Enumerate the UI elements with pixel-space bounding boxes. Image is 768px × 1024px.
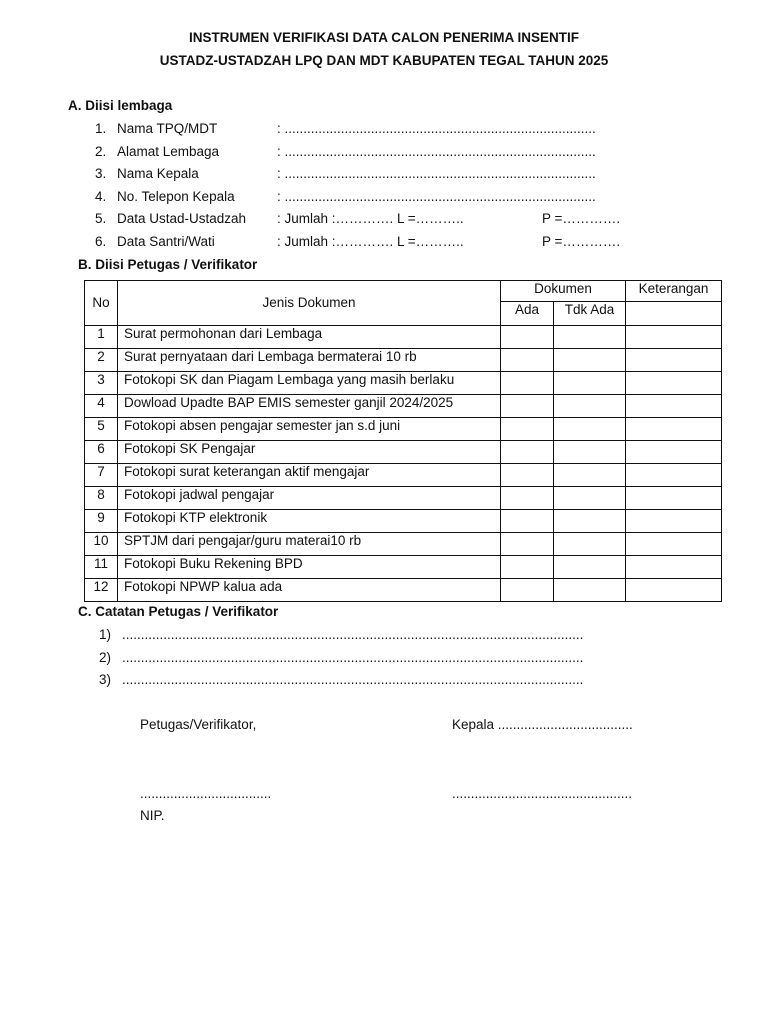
section-a-item-p-value: P =…………. — [542, 211, 621, 226]
row-number: 8 — [85, 487, 118, 510]
row-keterangan-cell — [626, 533, 722, 556]
header-keterangan-blank — [626, 302, 722, 326]
row-ada-cell — [501, 556, 554, 579]
row-jenis-dokumen: SPTJM dari pengajar/guru materai10 rb — [118, 533, 501, 556]
row-jenis-dokumen: Fotokopi absen pengajar semester jan s.d juni — [118, 418, 501, 441]
section-a-item-value: : ................................................................................... — [277, 189, 596, 204]
table-row — [85, 464, 722, 487]
section-a-item-number: 6. — [95, 234, 107, 249]
section-a-item-value: : Jumlah :…………. L =……….. — [277, 234, 464, 249]
row-number: 10 — [85, 533, 118, 556]
section-a-item-number: 1. — [95, 121, 107, 136]
document-title-line1: INSTRUMEN VERIFIKASI DATA CALON PENERIMA INSENTIF — [188, 30, 579, 45]
row-number: 4 — [85, 395, 118, 418]
table-row — [85, 349, 722, 372]
kepala-signature-line: ................................................ — [452, 786, 633, 801]
row-tdk-ada-cell — [554, 464, 626, 487]
row-keterangan-cell — [626, 510, 722, 533]
table-row — [85, 487, 722, 510]
row-jenis-dokumen: Fotokopi surat keterangan aktif mengajar — [118, 464, 501, 487]
section-a-item-value: : ................................................................................... — [277, 166, 596, 181]
section-a-item-label: Alamat Lembaga — [117, 144, 220, 159]
table-row — [85, 326, 722, 349]
row-ada-cell — [501, 395, 554, 418]
row-number: 5 — [85, 418, 118, 441]
row-keterangan-cell — [626, 372, 722, 395]
row-ada-cell — [501, 418, 554, 441]
row-ada-cell — [501, 579, 554, 602]
row-ada-cell — [501, 510, 554, 533]
petugas-signature-line: ................................... — [140, 786, 272, 801]
row-ada-cell — [501, 487, 554, 510]
row-ada-cell — [501, 441, 554, 464]
row-tdk-ada-cell — [554, 533, 626, 556]
row-jenis-dokumen: Fotokopi SK dan Piagam Lembaga yang masih berlaku — [118, 372, 501, 395]
row-number: 11 — [85, 556, 118, 579]
section-c-heading: C. Catatan Petugas / Verifikator — [78, 604, 279, 619]
section-a-item-label: Nama TPQ/MDT — [117, 121, 218, 136]
row-number: 12 — [85, 579, 118, 602]
row-jenis-dokumen: Surat permohonan dari Lembaga — [118, 326, 501, 349]
row-keterangan-cell — [626, 441, 722, 464]
row-tdk-ada-cell — [554, 487, 626, 510]
document-checklist-table — [84, 280, 722, 602]
table-row — [85, 510, 722, 533]
row-jenis-dokumen: Surat pernyataan dari Lembaga bermaterai 10 rb — [118, 349, 501, 372]
row-keterangan-cell — [626, 418, 722, 441]
row-tdk-ada-cell — [554, 441, 626, 464]
document-title-line2: USTADZ-USTADZAH LPQ DAN MDT KABUPATEN TEGAL TAHUN 2025 — [159, 53, 609, 68]
section-a-item-number: 3. — [95, 166, 107, 181]
table-row — [85, 441, 722, 464]
section-b-heading: B. Diisi Petugas / Verifikator — [78, 257, 258, 272]
row-keterangan-cell — [626, 395, 722, 418]
row-ada-cell — [501, 372, 554, 395]
row-tdk-ada-cell — [554, 556, 626, 579]
row-jenis-dokumen: Fotokopi KTP elektronik — [118, 510, 501, 533]
section-a-item-number: 4. — [95, 189, 107, 204]
row-ada-cell — [501, 326, 554, 349]
header-no: No — [85, 281, 118, 326]
section-a-item-number: 5. — [95, 211, 107, 226]
note-line: ........................................................................................................................... — [122, 627, 584, 642]
row-number: 2 — [85, 349, 118, 372]
table-row — [85, 556, 722, 579]
row-number: 9 — [85, 510, 118, 533]
header-dokumen: Dokumen — [501, 281, 626, 302]
header-ada: Ada — [501, 302, 554, 326]
section-a-heading: A. Diisi lembaga — [68, 98, 173, 113]
header-tdk-ada: Tdk Ada — [554, 302, 626, 326]
row-number: 3 — [85, 372, 118, 395]
row-keterangan-cell — [626, 556, 722, 579]
row-ada-cell — [501, 533, 554, 556]
row-keterangan-cell — [626, 349, 722, 372]
row-tdk-ada-cell — [554, 372, 626, 395]
row-keterangan-cell — [626, 326, 722, 349]
section-a-item-label: Data Santri/Wati — [117, 234, 215, 249]
section-a-item-value: : ................................................................................... — [277, 144, 596, 159]
section-a-item-p-value: P =…………. — [542, 234, 621, 249]
table-row — [85, 579, 722, 602]
note-number: 1) — [99, 627, 112, 642]
row-jenis-dokumen: Fotokopi NPWP kalua ada — [118, 579, 501, 602]
row-jenis-dokumen: Fotokopi Buku Rekening BPD — [118, 556, 501, 579]
row-jenis-dokumen: Fotokopi SK Pengajar — [118, 441, 501, 464]
section-a-item-label: Data Ustad-Ustadzah — [117, 211, 247, 226]
row-keterangan-cell — [626, 579, 722, 602]
nip-label: NIP. — [140, 808, 165, 823]
row-keterangan-cell — [626, 464, 722, 487]
section-a-item-label: No. Telepon Kepala — [117, 189, 235, 204]
section-a-item-label: Nama Kepala — [117, 166, 199, 181]
header-jenis-dokumen: Jenis Dokumen — [118, 281, 501, 326]
note-line: ........................................................................................................................... — [122, 672, 584, 687]
note-line: ........................................................................................................................... — [122, 650, 584, 665]
table-row — [85, 418, 722, 441]
row-tdk-ada-cell — [554, 510, 626, 533]
section-a-item-value: : Jumlah :…………. L =……….. — [277, 211, 464, 226]
row-tdk-ada-cell — [554, 579, 626, 602]
row-number: 6 — [85, 441, 118, 464]
table-row — [85, 372, 722, 395]
row-number: 1 — [85, 326, 118, 349]
table-row — [85, 395, 722, 418]
header-keterangan: Keterangan — [626, 281, 722, 302]
row-jenis-dokumen: Fotokopi jadwal pengajar — [118, 487, 501, 510]
row-tdk-ada-cell — [554, 418, 626, 441]
section-a-item-number: 2. — [95, 144, 107, 159]
row-tdk-ada-cell — [554, 326, 626, 349]
row-ada-cell — [501, 464, 554, 487]
row-number: 7 — [85, 464, 118, 487]
row-jenis-dokumen: Dowload Upadte BAP EMIS semester ganjil 2024/2025 — [118, 395, 501, 418]
row-tdk-ada-cell — [554, 395, 626, 418]
row-keterangan-cell — [626, 487, 722, 510]
kepala-label: Kepala .................................... — [452, 717, 633, 732]
table-row — [85, 533, 722, 556]
row-ada-cell — [501, 349, 554, 372]
note-number: 2) — [99, 650, 112, 665]
row-tdk-ada-cell — [554, 349, 626, 372]
petugas-label: Petugas/Verifikator, — [140, 717, 257, 732]
table-header-row — [85, 281, 722, 302]
section-a-item-value: : ................................................................................... — [277, 121, 596, 136]
note-number: 3) — [99, 672, 112, 687]
